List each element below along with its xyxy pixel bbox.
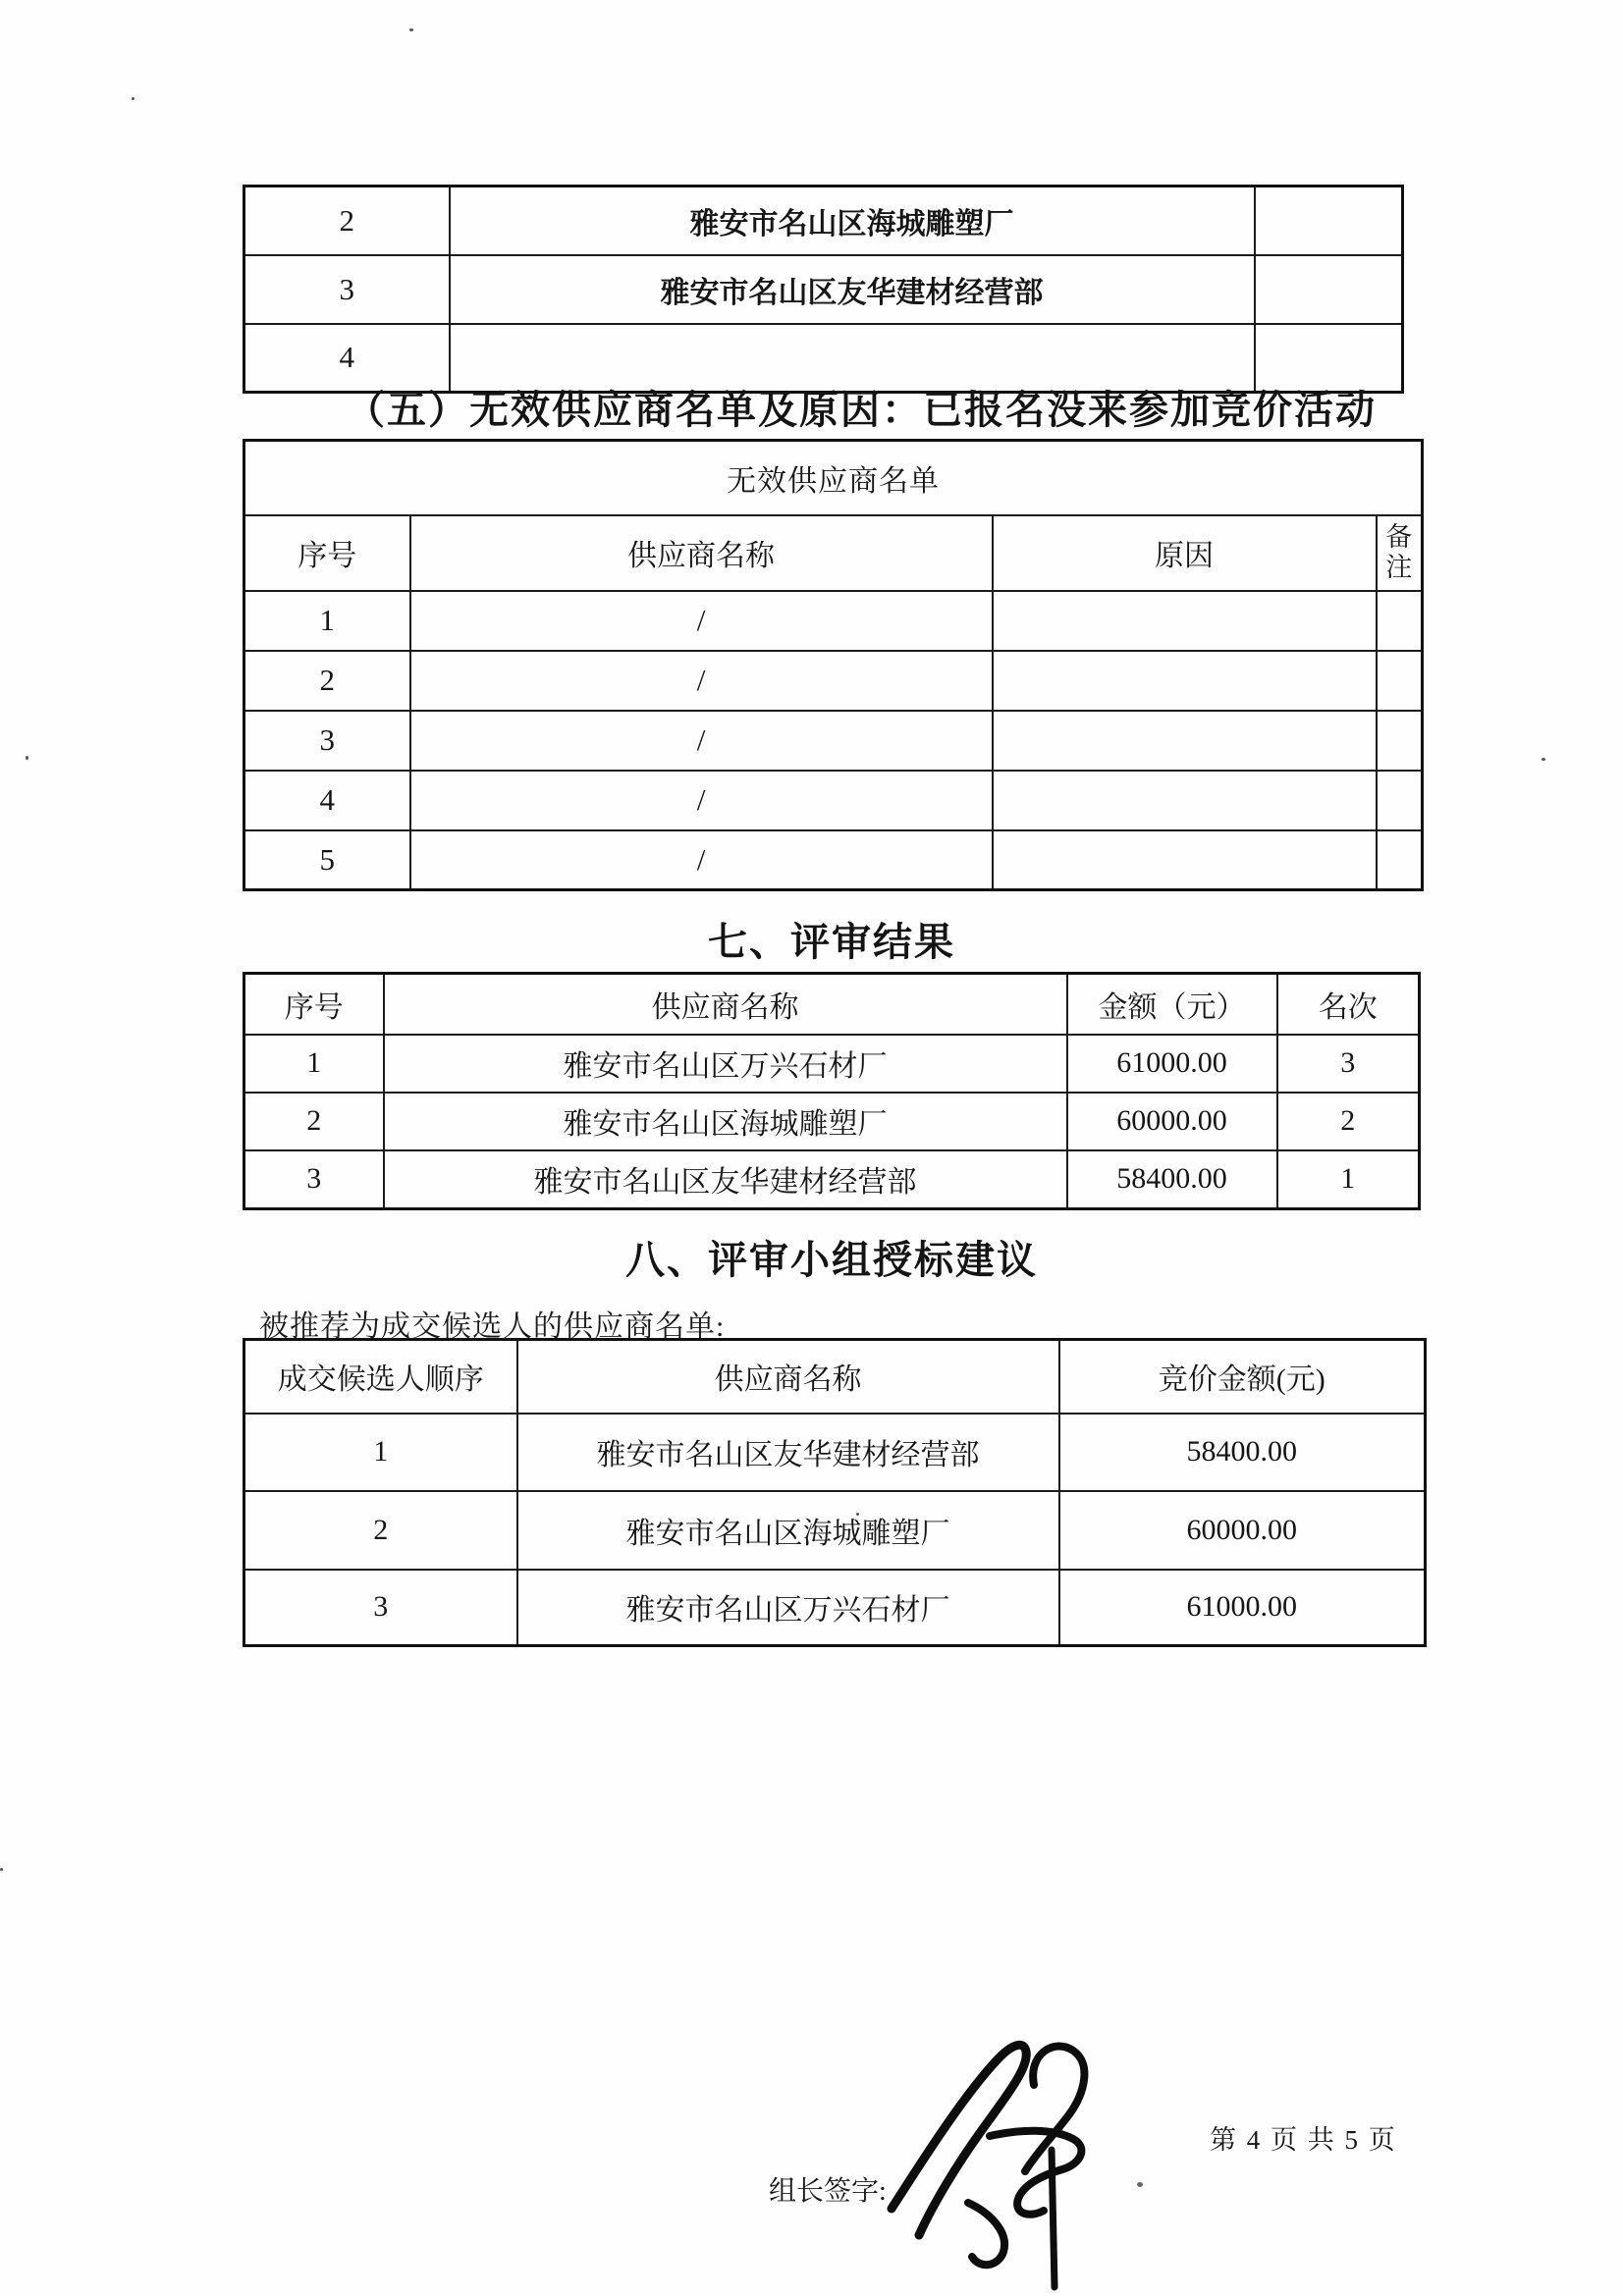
row-number-cell: 1 (244, 1035, 384, 1093)
note-header-line2: 注 (1385, 553, 1413, 582)
order-cell: 2 (244, 1491, 517, 1570)
column-header-order: 成交候选人顺序 (244, 1340, 517, 1414)
table-title: 无效供应商名单 (244, 441, 1423, 515)
scan-speck (1542, 758, 1545, 761)
supplier-name-cell: 雅安市名山区友华建材经营部 (517, 1414, 1059, 1491)
reason-cell (993, 830, 1377, 890)
row-number-cell: 5 (244, 830, 410, 890)
row-number-cell: 3 (244, 1150, 384, 1209)
supplier-name-cell: 雅安市名山区海城雕塑厂 (384, 1093, 1067, 1150)
supplier-name-cell: 雅安市名山区万兴石材厂 (384, 1035, 1067, 1093)
row-number-cell: 3 (244, 255, 450, 324)
column-header-no: 序号 (244, 515, 410, 591)
rank-cell: 2 (1277, 1093, 1420, 1150)
table-row (244, 1570, 1426, 1646)
amount-cell: 60000.00 (1059, 1491, 1426, 1570)
amount-cell: 61000.00 (1067, 1035, 1277, 1093)
supplier-name-cell: 雅安市名山区友华建材经营部 (450, 255, 1255, 324)
table-title-row (244, 441, 1423, 515)
leader-signature-label: 组长签字: (769, 2176, 887, 2207)
scan-speck (0, 1868, 3, 1871)
supplier-name-cell: / (410, 711, 993, 771)
table-row (244, 711, 1423, 771)
evaluation-result-table (243, 972, 1421, 1210)
table-header-row (244, 515, 1423, 591)
supplier-name-cell: 雅安市名山区友华建材经营部 (384, 1150, 1067, 1209)
note-cell (1377, 711, 1423, 771)
scan-speck (409, 28, 413, 31)
table-row (244, 591, 1423, 651)
rank-cell: 1 (1277, 1150, 1420, 1209)
column-header-supplier: 供应商名称 (410, 515, 993, 591)
note-cell (1377, 591, 1423, 651)
scan-speck (1137, 2182, 1143, 2187)
table-row (244, 1150, 1420, 1209)
supplier-name-cell: 雅安市名山区海城雕塑厂 (450, 187, 1255, 255)
row-number-cell: 1 (244, 591, 410, 651)
note-cell (1377, 651, 1423, 711)
amount-cell: 58400.00 (1067, 1150, 1277, 1209)
leader-signature (874, 2034, 1119, 2291)
empty-cell (1255, 255, 1403, 324)
reason-cell (993, 591, 1377, 651)
column-header-supplier: 供应商名称 (384, 974, 1067, 1035)
amount-cell: 61000.00 (1059, 1570, 1426, 1646)
table-row (244, 1414, 1426, 1491)
column-header-note (1377, 515, 1423, 591)
table-row (244, 255, 1403, 324)
column-header-reason: 原因 (993, 515, 1377, 591)
reason-cell (993, 771, 1377, 830)
table-row (244, 1491, 1426, 1570)
note-cell (1377, 771, 1423, 830)
award-recommendation-table (243, 1338, 1427, 1647)
supplier-name-cell: / (410, 771, 993, 830)
supplier-name-cell: 雅安市名山区万兴石材厂 (517, 1570, 1059, 1646)
invalid-supplier-table (243, 439, 1424, 891)
supplier-name-cell: / (410, 651, 993, 711)
reason-cell (993, 651, 1377, 711)
rank-cell: 3 (1277, 1035, 1420, 1093)
row-number-cell: 4 (244, 324, 450, 393)
order-cell: 1 (244, 1414, 517, 1491)
reason-cell (993, 711, 1377, 771)
row-number-cell: 3 (244, 711, 410, 771)
row-number-cell: 2 (244, 651, 410, 711)
row-number-cell: 2 (244, 1093, 384, 1150)
amount-cell: 58400.00 (1059, 1414, 1426, 1491)
supplier-name-cell: / (410, 830, 993, 890)
table-row (244, 771, 1423, 830)
amount-cell: 60000.00 (1067, 1093, 1277, 1150)
page-number: 第 4 页 共 5 页 (1210, 2125, 1397, 2155)
table-row (244, 187, 1403, 255)
column-header-amount: 竞价金额(元) (1059, 1340, 1426, 1414)
order-cell: 3 (244, 1570, 517, 1646)
empty-cell (1255, 187, 1403, 255)
scan-speck (26, 756, 28, 760)
row-number-cell: 4 (244, 771, 410, 830)
section-5-heading: （五）无效供应商名单及原因：已报名没来参加竞价活动 (346, 389, 1377, 432)
table-row (244, 1093, 1420, 1150)
supplier-name-cell: / (410, 591, 993, 651)
column-header-supplier: 供应商名称 (517, 1340, 1059, 1414)
supplier-name-cell: 雅安市名山区海城雕塑厂 (517, 1491, 1059, 1570)
row-number-cell: 2 (244, 187, 450, 255)
table-row (244, 651, 1423, 711)
column-header-no: 序号 (244, 974, 384, 1035)
top-supplier-table (243, 185, 1404, 394)
table-row (244, 830, 1423, 890)
column-header-rank: 名次 (1277, 974, 1420, 1035)
note-cell (1377, 830, 1423, 890)
scan-speck (132, 97, 135, 100)
table-header-row (244, 1340, 1426, 1414)
column-header-amount: 金额（元） (1067, 974, 1277, 1035)
section-8-heading: 八、评审小组授标建议 (625, 1239, 1038, 1282)
table-header-row (244, 974, 1420, 1035)
recommended-candidates-intro: 被推荐为成交候选人的供应商名单: (259, 1310, 726, 1343)
table-row (244, 1035, 1420, 1093)
scan-speck (856, 1513, 859, 1516)
section-7-heading: 七、评审结果 (708, 921, 955, 964)
note-header-line1: 备 (1385, 522, 1413, 552)
